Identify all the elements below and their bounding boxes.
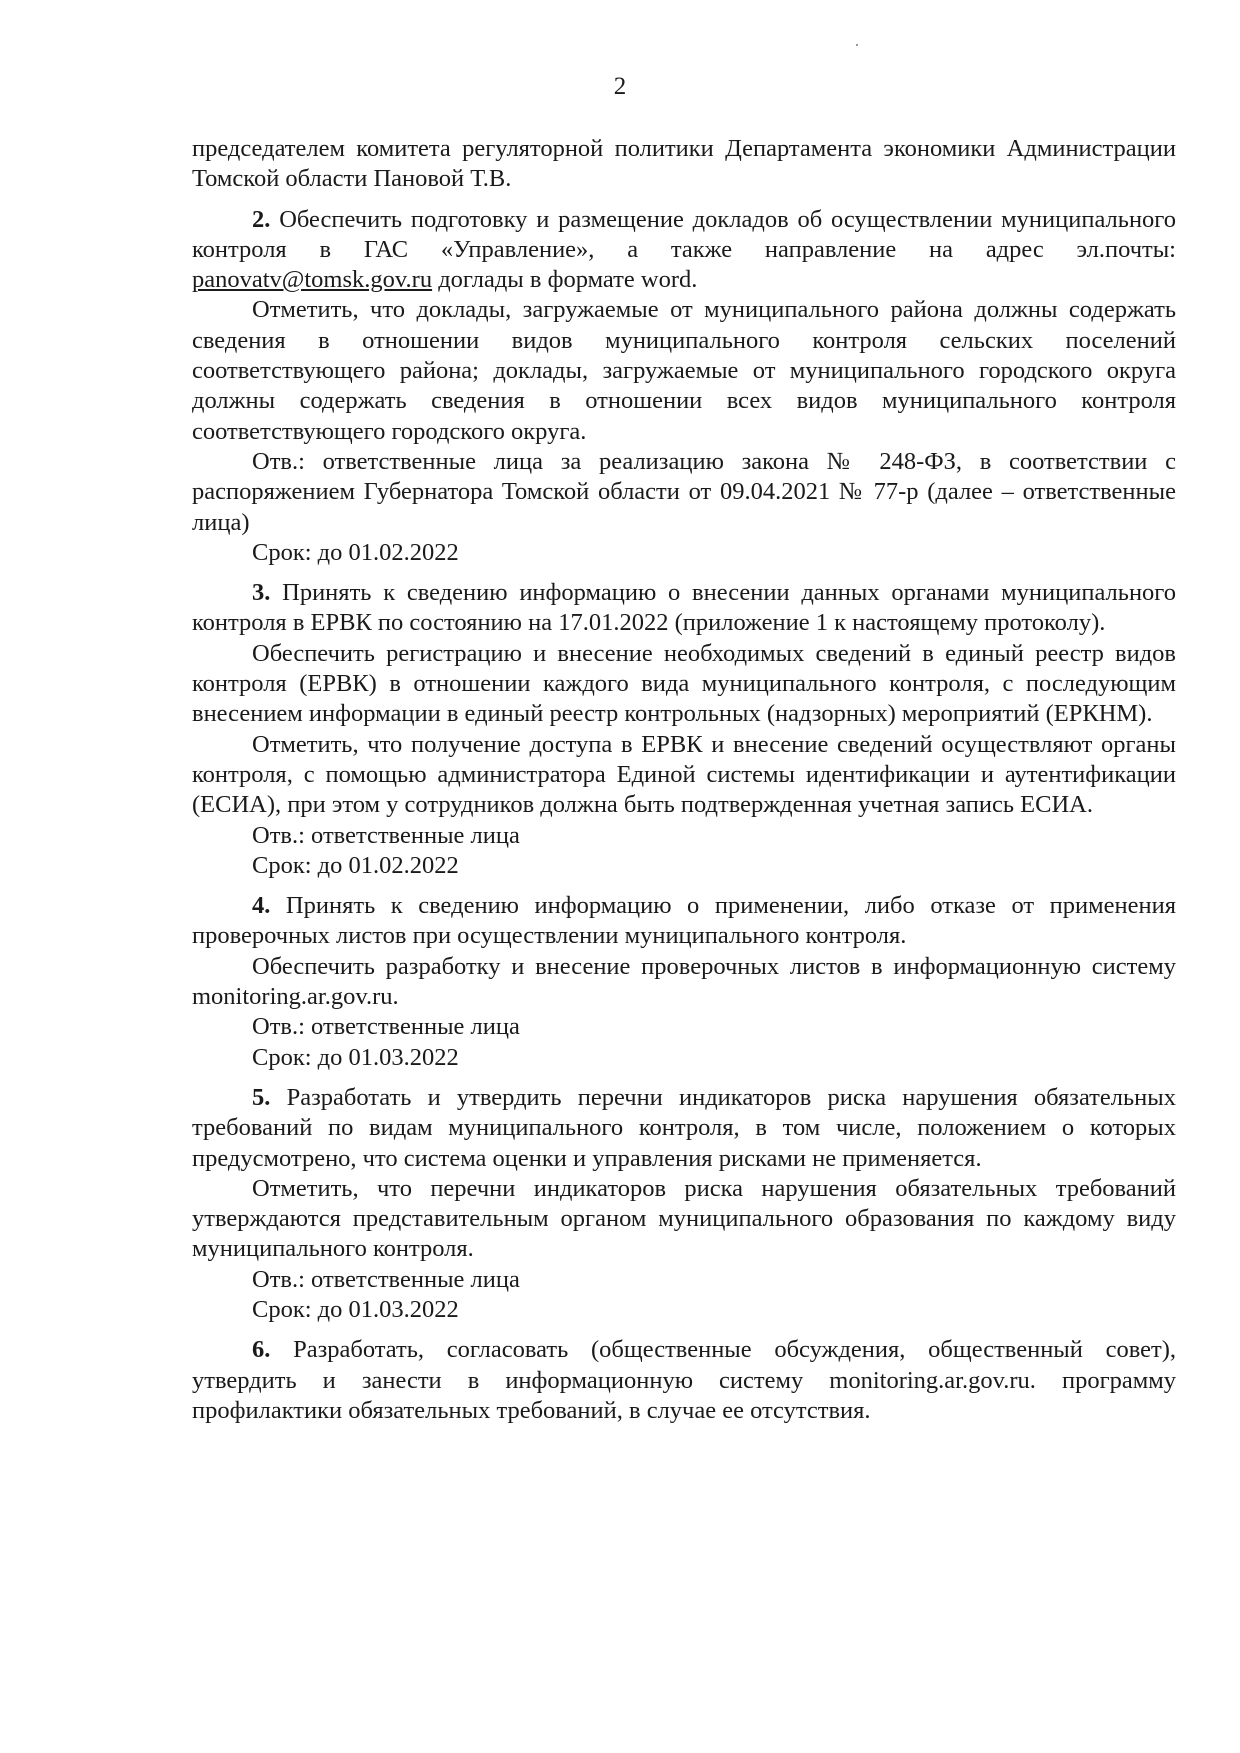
item-4-paragraph	[192, 891, 1176, 952]
scan-speck	[856, 44, 858, 46]
item-3-paragraph-3: Отметить, что получение доступа в ЕРВК и внесение сведений осуществляют органы контроля, с помощью администратора Единой системы идентификации и аутентификации (ЕСИА), при этом у сотрудников должна быть подтвержденная учетная запись ЕСИА.	[192, 730, 1176, 819]
item-3-paragraph-2: Обеспечить регистрацию и внесение необходимых сведений в единый реестр видов контроля (ЕРВК) в отношении каждого вида муниципального контроля, с последующим внесением информации в единый реестр контрольных (надзорных) мероприятий (ЕРКНМ).	[192, 639, 1176, 728]
item-4-paragraph-2: Обеспечить разработку и внесение проверочных листов в информационную систему monitoring.ar.gov.ru.	[192, 952, 1176, 1011]
item-3-text: Принять к сведению информацию о внесении данных органами муниципального контроля в ЕРВК по состоянию на 17.01.2022 (приложение 1 к настоящему протоколу).	[192, 579, 1176, 637]
item-4-number: 4.	[252, 892, 271, 920]
item-4-text: Принять к сведению информацию о применении, либо отказе от применения проверочных листов при осуществлении муниципального контроля.	[192, 892, 1176, 950]
item-6-number: 6.	[252, 1336, 271, 1364]
item-5-paragraph	[192, 1083, 1176, 1174]
item-2-paragraph	[192, 205, 1176, 296]
item-4-deadline: Срок: до 01.03.2022	[252, 1043, 459, 1071]
item-2-number: 2.	[252, 205, 271, 233]
email-link[interactable]: panovatv@tomsk.gov.ru	[192, 266, 433, 294]
item-3-deadline: Срок: до 01.02.2022	[252, 851, 459, 879]
item-2-note: Отметить, что доклады, загружаемые от муниципального района должны содержать сведения в отношении видов муниципального контроля сельских поселений соответствующего района; доклады, загружаемые от муниципального городского округа должны содержать сведения в отношении всех видов муниципального контроля соответствующего городского округа.	[192, 296, 1176, 445]
intro-paragraph: председателем комитета регуляторной политики Департамента экономики Администрации Томской области Пановой Т.В.	[192, 135, 1176, 193]
item-6-paragraph	[192, 1335, 1176, 1426]
item-5-deadline: Срок: до 01.03.2022	[252, 1295, 459, 1323]
item-3-number: 3.	[252, 579, 271, 607]
item-2-deadline: Срок: до 01.02.2022	[252, 538, 459, 566]
document-body	[192, 134, 1176, 1426]
item-3-responsible: Отв.: ответственные лица	[252, 821, 520, 849]
item-4-responsible: Отв.: ответственные лица	[252, 1013, 520, 1041]
item-6-text: Разработать, согласовать (общественные обсуждения, общественный совет), утвердить и занести в информационную систему monitoring.ar.gov.ru. программу профилактики обязательных требований, в случае ее отсутствия.	[192, 1336, 1176, 1424]
item-5-number: 5.	[252, 1083, 271, 1111]
item-3-paragraph	[192, 578, 1176, 639]
page-number: 2	[613, 73, 627, 100]
item-2-text-after: доглады в формате word.	[432, 266, 698, 294]
item-2-text: Обеспечить подготовку и размещение докладов об осуществлении муниципального контроля в ГАС «Управление», а также направление на адрес эл.почты:	[192, 205, 1176, 263]
item-5-paragraph-2: Отметить, что перечни индикаторов риска нарушения обязательных требований утверждаются представительным органом муниципального образования по каждому виду муниципального контроля.	[192, 1174, 1176, 1263]
item-2-responsible: Отв.: ответственные лица за реализацию закона № 248-ФЗ, в соответствии с распоряжением Губернатора Томской области от 09.04.2021 № 77-р (далее – ответственные лица)	[192, 447, 1176, 536]
item-5-responsible: Отв.: ответственные лица	[252, 1265, 520, 1293]
item-5-text: Разработать и утвердить перечни индикаторов риска нарушения обязательных требований по видам муниципального контроля, в том числе, положением о которых предусмотрено, что система оценки и управления рисками не применяется.	[192, 1083, 1176, 1172]
